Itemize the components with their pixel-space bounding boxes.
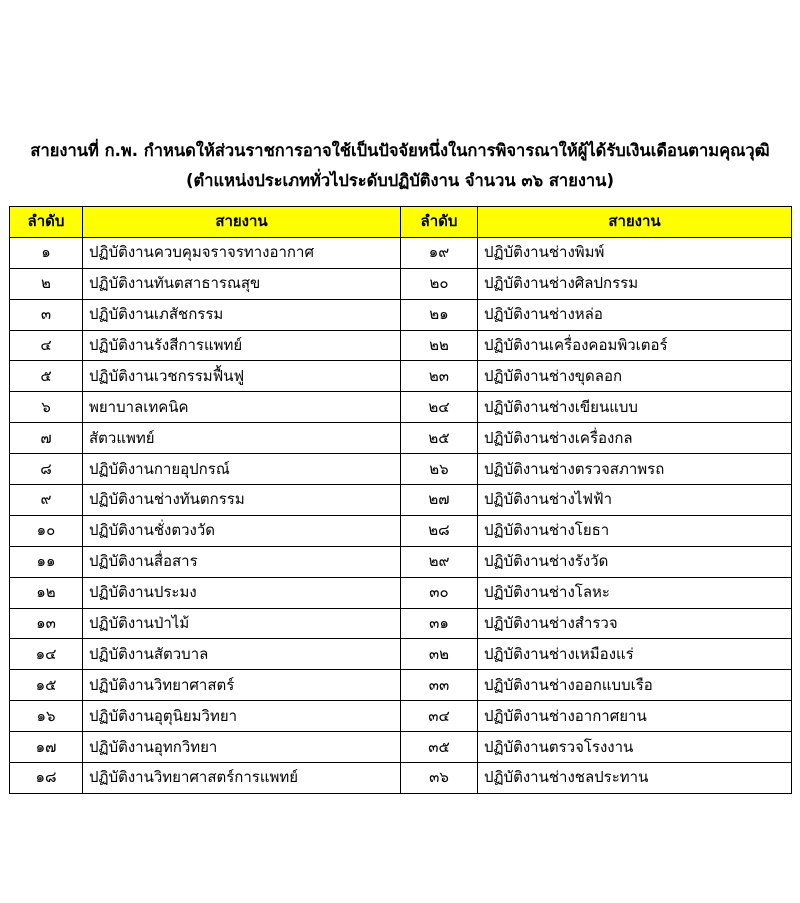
career-line-name: ปฏิบัติงานช่างออกแบบเรือ [478, 670, 792, 701]
career-line-name: ปฏิบัติงานสื่อสาร [83, 546, 401, 577]
table-row [10, 237, 792, 268]
career-line-name: ปฏิบัติงานตรวจโรงงาน [478, 732, 792, 763]
career-line-name: ปฏิบัติงานอุทกวิทยา [83, 732, 401, 763]
order-number: ๑๒ [10, 577, 83, 608]
career-line-name: ปฏิบัติงานช่างอากาศยาน [478, 701, 792, 732]
career-line-name: ปฏิบัติงานช่างชลประทาน [478, 763, 792, 794]
table-row [10, 392, 792, 423]
career-lines-table [9, 206, 792, 794]
table-row [10, 608, 792, 639]
order-number: ๗ [10, 423, 83, 454]
order-number: ๓๕ [401, 732, 478, 763]
document-title: สายงานที่ ก.พ. กำหนดให้ส่วนราชการอาจใช้เป็นปัจจัยหนึ่งในการพิจารณาให้ผู้ได้รับเงินเดือนตามคุณวุฒิ [30, 141, 770, 160]
order-number: ๓๑ [401, 608, 478, 639]
table-row [10, 701, 792, 732]
table-row [10, 577, 792, 608]
order-number: ๑ [10, 237, 83, 268]
order-number: ๒๖ [401, 454, 478, 485]
career-line-name: ปฏิบัติงานทันตสาธารณสุข [83, 268, 401, 299]
career-line-name: ปฏิบัติงานช่างสำรวจ [478, 608, 792, 639]
order-number: ๑๔ [10, 639, 83, 670]
career-line-name: ปฏิบัติงานช่างศิลปกรรม [478, 268, 792, 299]
table-row [10, 546, 792, 577]
order-number: ๖ [10, 392, 83, 423]
order-number: ๙ [10, 485, 83, 516]
career-line-name: ปฏิบัติงานช่างพิมพ์ [478, 237, 792, 268]
order-number: ๒๐ [401, 268, 478, 299]
table-row [10, 639, 792, 670]
table-row [10, 763, 792, 794]
table-row [10, 485, 792, 516]
career-line-name: ปฏิบัติงานช่างไฟฟ้า [478, 485, 792, 516]
table-row [10, 330, 792, 361]
order-number: ๓๒ [401, 639, 478, 670]
table-row [10, 454, 792, 485]
order-number: ๑๐ [10, 515, 83, 546]
career-line-name: สัตวแพทย์ [83, 423, 401, 454]
table-row [10, 670, 792, 701]
career-line-name: ปฏิบัติงานช่างตรวจสภาพรถ [478, 454, 792, 485]
table-row [10, 515, 792, 546]
career-line-name: ปฏิบัติงานช่างหล่อ [478, 299, 792, 330]
career-line-name: ปฏิบัติงานช่างเหมืองแร่ [478, 639, 792, 670]
document-subtitle: (ตำแหน่งประเภททั่วไประดับปฏิบัติงาน จำนวน ๓๖ สายงาน) [185, 171, 615, 190]
table-header-row [10, 207, 792, 238]
order-number: ๑๖ [10, 701, 83, 732]
career-line-name: ปฏิบัติงานประมง [83, 577, 401, 608]
order-number: ๒๘ [401, 515, 478, 546]
order-number: ๓๖ [401, 763, 478, 794]
career-line-name: ปฏิบัติงานเครื่องคอมพิวเตอร์ [478, 330, 792, 361]
career-line-name: ปฏิบัติงานควบคุมจราจรทางอากาศ [83, 237, 401, 268]
order-number: ๒๔ [401, 392, 478, 423]
career-line-name: ปฏิบัติงานช่างทันตกรรม [83, 485, 401, 516]
career-line-name: ปฏิบัติงานรังสีการแพทย์ [83, 330, 401, 361]
header-order-left: ลำดับ [10, 207, 83, 238]
career-line-name: ปฏิบัติงานช่างเครื่องกล [478, 423, 792, 454]
career-line-name: ปฏิบัติงานกายอุปกรณ์ [83, 454, 401, 485]
career-line-name: ปฏิบัติงานป่าไม้ [83, 608, 401, 639]
order-number: ๕ [10, 361, 83, 392]
order-number: ๓๓ [401, 670, 478, 701]
order-number: ๒๕ [401, 423, 478, 454]
header-career-line-right: สายงาน [478, 207, 792, 238]
header-career-line-left: สายงาน [83, 207, 401, 238]
header-order-right: ลำดับ [401, 207, 478, 238]
table-row [10, 423, 792, 454]
career-line-name: ปฏิบัติงานช่างเขียนแบบ [478, 392, 792, 423]
order-number: ๒ [10, 268, 83, 299]
career-line-name: ปฏิบัติงานวิทยาศาสตร์ [83, 670, 401, 701]
table-row [10, 299, 792, 330]
career-line-name: ปฏิบัติงานช่างโยธา [478, 515, 792, 546]
order-number: ๑๙ [401, 237, 478, 268]
career-line-name: ปฏิบัติงานช่างรังวัด [478, 546, 792, 577]
career-line-name: ปฏิบัติงานช่างขุดลอก [478, 361, 792, 392]
career-line-name: ปฏิบัติงานสัตวบาล [83, 639, 401, 670]
order-number: ๓๔ [401, 701, 478, 732]
career-line-name: ปฏิบัติงานอุตุนิยมวิทยา [83, 701, 401, 732]
order-number: ๓๐ [401, 577, 478, 608]
career-line-name: พยาบาลเทคนิค [83, 392, 401, 423]
career-line-name: ปฏิบัติงานช่างโลหะ [478, 577, 792, 608]
order-number: ๒๓ [401, 361, 478, 392]
table-row [10, 732, 792, 763]
order-number: ๔ [10, 330, 83, 361]
table-row [10, 268, 792, 299]
order-number: ๑๓ [10, 608, 83, 639]
order-number: ๒๒ [401, 330, 478, 361]
order-number: ๒๑ [401, 299, 478, 330]
career-line-name: ปฏิบัติงานเภสัชกรรม [83, 299, 401, 330]
order-number: ๘ [10, 454, 83, 485]
career-line-name: ปฏิบัติงานชั่งตวงวัด [83, 515, 401, 546]
career-line-name: ปฏิบัติงานวิทยาศาสตร์การแพทย์ [83, 763, 401, 794]
order-number: ๒๙ [401, 546, 478, 577]
table-row [10, 361, 792, 392]
order-number: ๓ [10, 299, 83, 330]
order-number: ๑๑ [10, 546, 83, 577]
order-number: ๒๗ [401, 485, 478, 516]
career-line-name: ปฏิบัติงานเวชกรรมฟื้นฟู [83, 361, 401, 392]
order-number: ๑๘ [10, 763, 83, 794]
order-number: ๑๗ [10, 732, 83, 763]
order-number: ๑๕ [10, 670, 83, 701]
